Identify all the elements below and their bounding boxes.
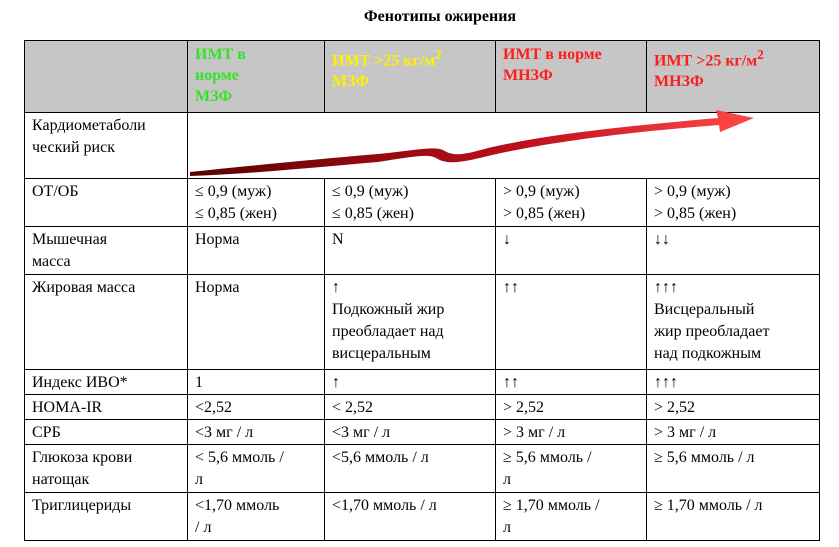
row-label (25, 227, 188, 275)
cell-line: преобладает над (332, 323, 444, 340)
cell: N (325, 227, 496, 275)
cell (496, 493, 647, 541)
phenotype-table (24, 40, 820, 541)
cell: ↓↓ (647, 227, 820, 275)
header-text: ИМТ >25 кг/м (332, 52, 436, 70)
cell (325, 275, 496, 370)
header-text: ИМТ в (195, 46, 246, 63)
cell-line: л (195, 471, 203, 488)
cell: ↑↑ (496, 275, 647, 370)
cell: ≥ 1,70 ммоль / л (647, 493, 820, 541)
header-text: норме (195, 67, 239, 84)
cell: ≥ 5,6 ммоль / л (647, 445, 820, 493)
header-bmi-over-mhp (325, 41, 496, 113)
cell-line: > 0,85 (жен) (503, 205, 586, 222)
header-text: МЗФ (195, 88, 233, 105)
label-text: Глюкоза крови (32, 449, 133, 466)
row-label: ОТ/ОБ (25, 179, 188, 227)
row-cardiometabolic-risk (25, 113, 820, 179)
cell-line: ≥ 5,6 ммоль / (503, 449, 592, 466)
cell-line: жир преобладает (654, 323, 770, 340)
header-text: МЗФ (332, 73, 370, 91)
cell: <3 мг / л (188, 420, 325, 445)
cell-line: л (503, 519, 511, 536)
row-crp (25, 420, 820, 445)
cell (325, 179, 496, 227)
cell (188, 493, 325, 541)
header-bmi-normal-mhp (188, 41, 325, 113)
cell-line: ≤ 0,85 (жен) (332, 205, 414, 222)
cell-line: Висцеральный (654, 301, 755, 318)
cell-line: > 0,85 (жен) (654, 205, 737, 222)
label-text: масса (32, 253, 71, 270)
row-vai-index (25, 370, 820, 395)
header-text: ИМТ в норме (503, 46, 602, 63)
cell-line: ≥ 1,70 ммоль / (503, 497, 600, 514)
row-triglycerides (25, 493, 820, 541)
cell: < 2,52 (325, 395, 496, 420)
cell-line: ↑ (332, 279, 340, 296)
row-label: СРБ (25, 420, 188, 445)
cell: ↑ (325, 370, 496, 395)
risk-arrow-cell (188, 113, 820, 179)
cell-line: / л (195, 519, 212, 536)
cell: ↓ (496, 227, 647, 275)
cell: > 3 мг / л (647, 420, 820, 445)
label-text: Мышечная (32, 231, 108, 248)
cell-line: висцеральным (332, 345, 431, 362)
cell: Норма (188, 227, 325, 275)
cell (496, 445, 647, 493)
cell-line: ≤ 0,85 (жен) (195, 205, 277, 222)
row-fasting-glucose (25, 445, 820, 493)
cell (188, 445, 325, 493)
header-text: ИМТ >25 кг/м (654, 52, 758, 70)
label-text: ческий риск (32, 139, 115, 156)
cell (496, 179, 647, 227)
row-label (25, 113, 188, 179)
header-bmi-normal-muo (496, 41, 647, 113)
cell (647, 275, 820, 370)
cell: > 2,52 (647, 395, 820, 420)
header-empty-cell (25, 41, 188, 113)
cell: <3 мг / л (325, 420, 496, 445)
label-text: Кардиометаболи (32, 117, 146, 134)
row-homa-ir (25, 395, 820, 420)
row-label (25, 445, 188, 493)
header-row (25, 41, 820, 113)
cell-line: Подкожный жир (332, 301, 445, 318)
cell-line: < 5,6 ммоль / (195, 449, 284, 466)
cell: > 3 мг / л (496, 420, 647, 445)
cell (188, 179, 325, 227)
cell: Норма (188, 275, 325, 370)
cell: 1 (188, 370, 325, 395)
row-label: Жировая масса (25, 275, 188, 370)
cell-line: ↑↑↑ (654, 279, 678, 296)
cell: <5,6 ммоль / л (325, 445, 496, 493)
header-bmi-over-muo (647, 41, 820, 113)
header-sup: 2 (757, 47, 764, 62)
row-label: Индекс ИВО* (25, 370, 188, 395)
cell-line: л (503, 471, 511, 488)
row-muscle-mass (25, 227, 820, 275)
cell: <1,70 ммоль / л (325, 493, 496, 541)
header-text: МНЗФ (503, 67, 553, 84)
cell-line: > 0,9 (муж) (654, 183, 731, 200)
cell: <2,52 (188, 395, 325, 420)
cell-line: ≤ 0,9 (муж) (332, 183, 409, 200)
cell-line: ≤ 0,9 (муж) (195, 183, 272, 200)
page-title: Фенотипы ожирения (363, 8, 517, 25)
cell: ↑↑↑ (647, 370, 820, 395)
row-fat-mass (25, 275, 820, 370)
header-sup: 2 (435, 47, 442, 62)
row-label: HOMA-IR (25, 395, 188, 420)
cell: ↑↑ (496, 370, 647, 395)
cell: > 2,52 (496, 395, 647, 420)
header-text: МНЗФ (654, 73, 704, 91)
label-text: натощак (32, 471, 90, 488)
row-waist-hip (25, 179, 820, 227)
cell-line: > 0,9 (муж) (503, 183, 580, 200)
row-label: Триглицериды (25, 493, 188, 541)
cell-line: над подкожным (654, 345, 762, 362)
cell (647, 179, 820, 227)
cell-line: <1,70 ммоль (195, 497, 280, 514)
